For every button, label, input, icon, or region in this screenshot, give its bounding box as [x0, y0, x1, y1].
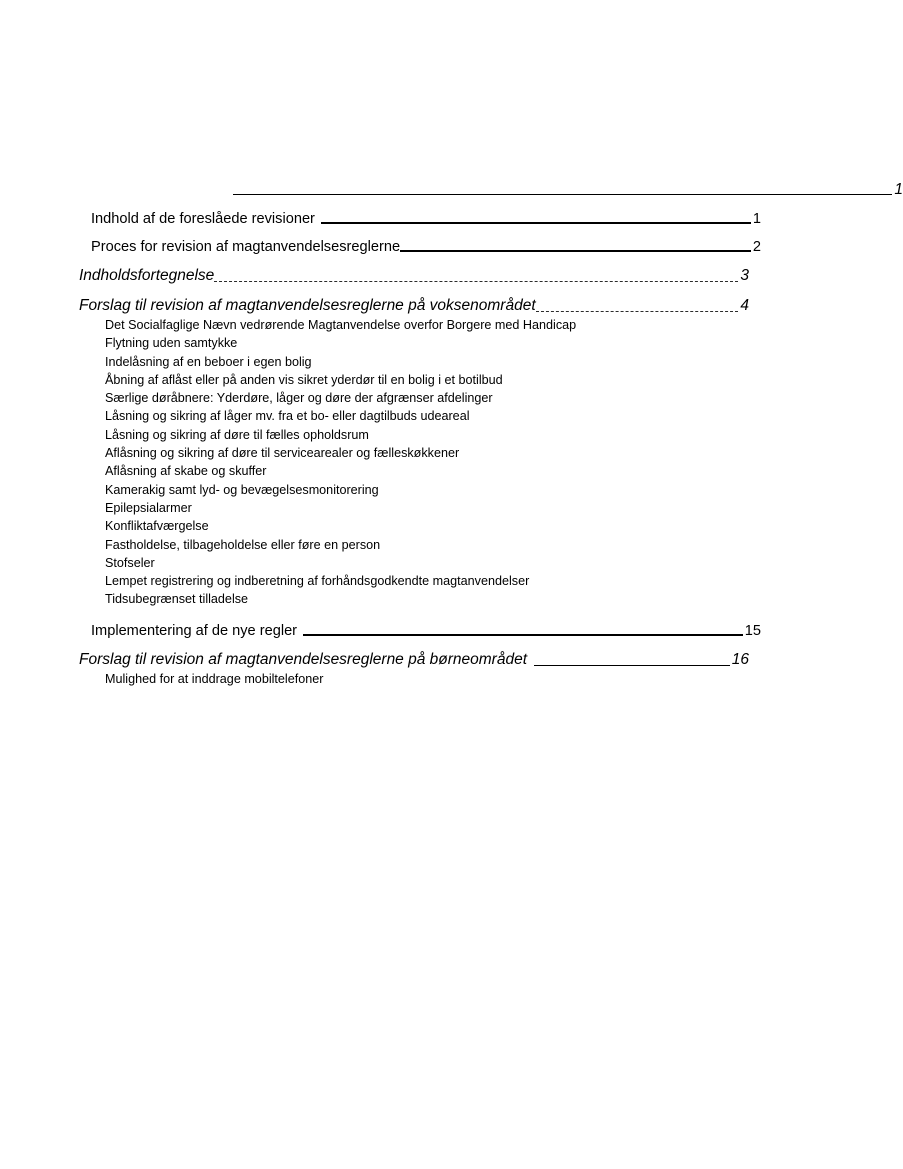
toc-entry-label: Implementering af de nye regler [91, 622, 298, 639]
toc-entry-proces-for-revision[interactable] [79, 239, 761, 255]
toc-entry-implementering[interactable] [79, 623, 761, 639]
toc-leader [536, 311, 739, 312]
toc-page-number: 2 [752, 239, 761, 255]
toc-page-number: 16 [731, 650, 749, 668]
list-item[interactable]: Mulighed for at inddrage mobiltelefoner [105, 671, 324, 686]
table-of-contents [79, 181, 903, 688]
list-item[interactable]: Åbning af aflåst eller på anden vis sikret yderdør til en bolig i et botilbud [105, 372, 503, 387]
toc-page-number: 4 [740, 297, 749, 314]
list-item[interactable]: Fastholdelse, tilbageholdelse eller føre en person [105, 537, 381, 552]
list-item[interactable]: Tidsubegrænset tilladelse [105, 592, 249, 607]
toc-page-number: 1 [752, 211, 761, 227]
list-item[interactable]: Konfliktafværgelse [105, 519, 209, 534]
toc-leader [303, 635, 743, 636]
list-item[interactable]: Flytning uden samtykke [105, 336, 238, 351]
toc-entry-label: Indholdsfortegnelse [79, 267, 215, 284]
toc-leader [321, 223, 751, 224]
toc-page-number: 15 [744, 622, 761, 639]
list-item[interactable]: Det Socialfaglige Nævn vedrørende Magtanvendelse overfor Borgere med Handicap [105, 318, 577, 332]
toc-entry-label: Forslag til revision af magtanvendelsesreglerne på voksenområdet [79, 297, 536, 314]
list-item[interactable]: Kamerakig samt lyd- og bevægelsesmonitorering [105, 482, 379, 497]
toc-leader [214, 281, 738, 282]
list-item[interactable]: Låsning og sikring af låger mv. fra et bo- eller dagtilbuds udeareal [105, 409, 470, 424]
list-item[interactable]: Epilepsialarmer [105, 500, 192, 515]
toc-leader [400, 251, 751, 252]
list-item[interactable]: Indelåsning af en beboer i egen bolig [105, 354, 312, 369]
toc-leader [233, 194, 892, 195]
toc-entry-label: Indhold af de foreslåede revisioner [91, 211, 315, 227]
toc-subitem-list-boerneomraadet [79, 670, 749, 688]
toc-entry-label: Forslag til revision af magtanvendelsesreglerne på børneområdet [79, 650, 528, 668]
list-item[interactable]: Aflåsning af skabe og skuffer [105, 464, 267, 479]
toc-entry-forslag-voksenomraadet[interactable] [79, 297, 749, 315]
toc-page-number: 3 [740, 267, 749, 284]
list-item[interactable]: Særlige døråbnere: Yderdøre, låger og døre der afgrænser afdelinger [105, 391, 493, 406]
toc-entry-forslag-boerneomraadet[interactable] [79, 651, 749, 669]
toc-entry-indhold-af-de-foreslaaede-revisioner[interactable] [79, 211, 761, 227]
toc-entry-empty[interactable] [79, 181, 903, 199]
toc-subitem-list-voksenomraadet [79, 316, 749, 609]
toc-leader [534, 665, 730, 666]
list-item[interactable]: Lempet registrering og indberetning af forhåndsgodkendte magtanvendelser [105, 574, 530, 589]
toc-entry-indholdsfortegnelse[interactable] [79, 267, 749, 285]
list-item[interactable]: Låsning og sikring af døre til fælles opholdsrum [105, 427, 369, 442]
toc-page-number: 1 [894, 181, 903, 198]
list-item[interactable]: Aflåsning og sikring af døre til servicearealer og fælleskøkkener [105, 446, 460, 461]
list-item[interactable]: Stofseler [105, 555, 155, 570]
toc-entry-label: Proces for revision af magtanvendelsesreglerne [91, 239, 401, 255]
